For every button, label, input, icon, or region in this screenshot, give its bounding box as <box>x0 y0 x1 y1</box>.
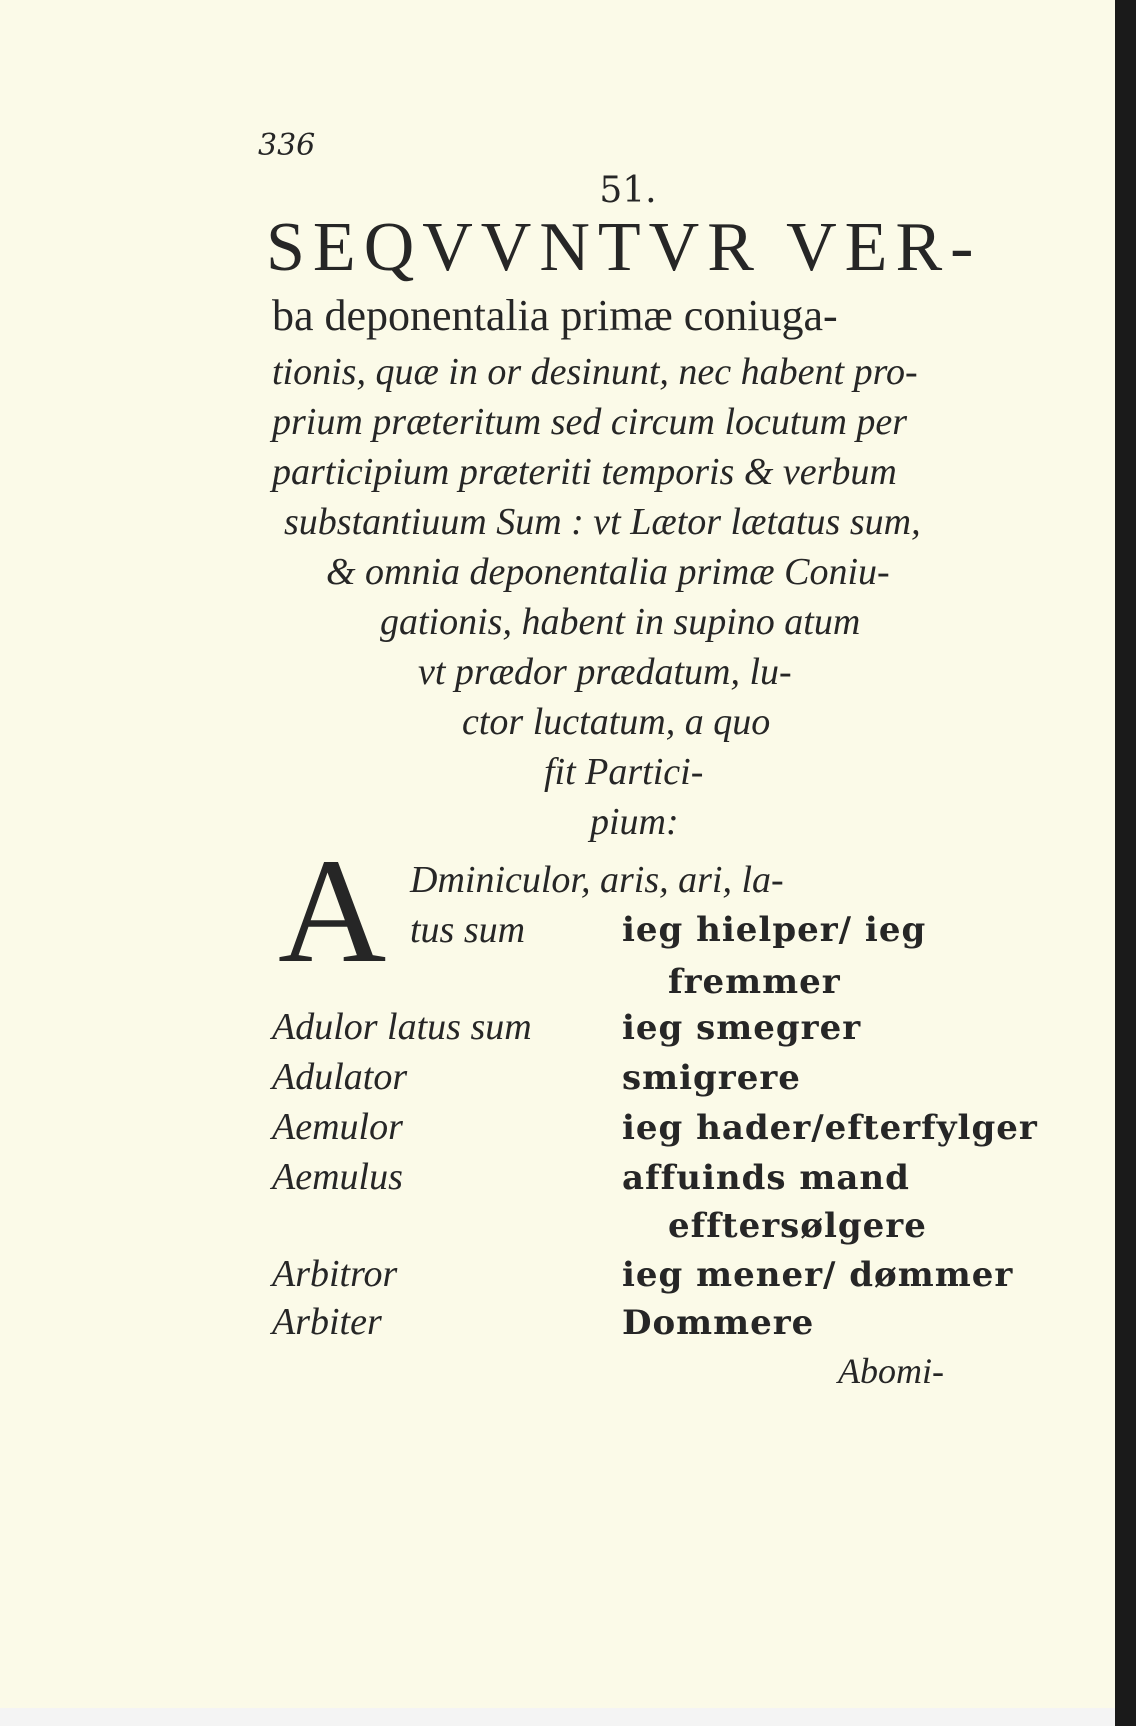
intro-line: tionis, quæ in or desinunt, nec habent pro- <box>272 351 918 393</box>
intro-line: ba deponentalia primæ coniuga- <box>272 291 838 340</box>
scan-edge-bottom <box>0 1708 1115 1726</box>
intro-line: prium præteritum sed circum locutum per <box>272 401 908 443</box>
intro-line: & omnia deponentalia primæ Coniu- <box>326 551 890 593</box>
entry-danish: ieg mener/ dømmer <box>622 1255 1014 1295</box>
intro-line: participium præteriti temporis & verbum <box>272 451 897 493</box>
entry-latin: Dminiculor, aris, ari, la- <box>410 859 784 901</box>
intro-line: gationis, habent in supino atum <box>380 601 861 643</box>
entry-danish: Dommere <box>622 1303 815 1343</box>
intro-line: substantiuum Sum : vt Lætor lætatus sum, <box>284 501 921 543</box>
page-number: 336 <box>258 128 316 163</box>
intro-line: vt prædor prædatum, lu- <box>418 651 792 693</box>
section-number: 51. <box>599 170 657 211</box>
scan-edge-right <box>1115 0 1136 1726</box>
entry-danish: ieg smegrer <box>622 1008 862 1048</box>
drop-cap-initial: A <box>278 828 387 994</box>
entry-latin: Arbiter <box>272 1301 382 1343</box>
entry-danish: affuinds mand <box>622 1158 910 1198</box>
entry-danish: efftersølgere <box>668 1206 927 1246</box>
entry-latin: Aemulus <box>272 1156 403 1198</box>
section-heading: SEQVVNTVR VER- <box>266 209 982 286</box>
entry-danish: fremmer <box>668 962 841 1002</box>
entry-latin: Aemulor <box>272 1106 403 1148</box>
entry-latin: Arbitror <box>272 1253 398 1295</box>
intro-line: pium: <box>590 801 679 843</box>
entry-latin: tus sum <box>410 909 526 951</box>
entry-danish: ieg hielper/ ieg <box>622 910 927 950</box>
entry-danish: ieg hader/efterfylger <box>622 1108 1038 1148</box>
catchword: Abomi- <box>838 1351 944 1391</box>
entry-latin: Adulor latus sum <box>272 1006 532 1048</box>
entry-danish: smigrere <box>622 1058 801 1098</box>
intro-line: fit Partici- <box>544 751 704 793</box>
entry-latin: Adulator <box>272 1056 408 1098</box>
intro-line: ctor luctatum, a quo <box>462 701 771 743</box>
